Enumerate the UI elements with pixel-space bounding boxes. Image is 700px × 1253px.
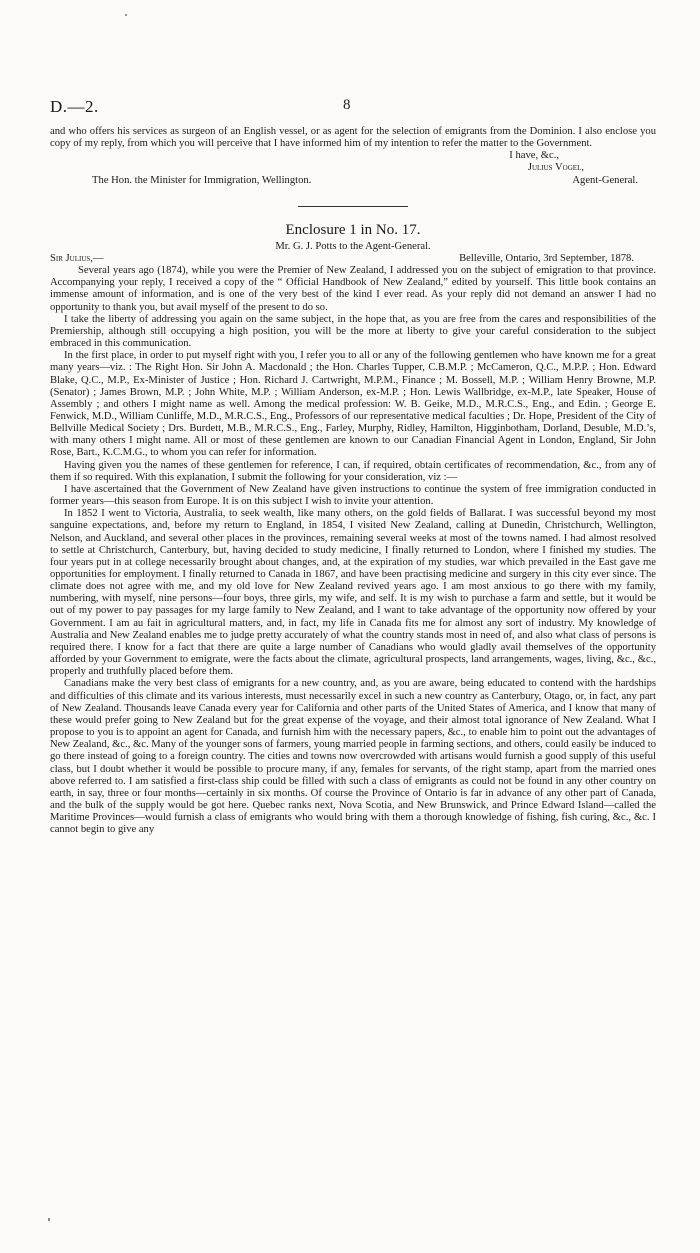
page-speck bbox=[125, 14, 127, 16]
letter-opening bbox=[50, 253, 656, 265]
place-date: Belleville, Ontario, 3rd September, 1878. bbox=[459, 252, 634, 264]
letter-paragraph: I take the liberty of addressing you again on the same subject, in the hope that, as you are free from the cares and responsibilities of the Premiership, although still occupying a high position, you will be the more at liberty to give your careful consideration to the subject embraced in this communication. bbox=[50, 313, 656, 350]
page-header bbox=[50, 97, 656, 117]
letter-paragraph: In 1852 I went to Victoria, Australia, to seek wealth, like many others, on the gold fields of Ballarat. I was successful beyond my most sanguine expectations, and, before my return to England, in 1854, I visited New Zealand, calling at Dunedin, Christchurch, Wellington, Nelson, and Auckland, and several other places in the provinces, remaining several weeks at most of the towns named. I had almost resolved to settle at Christchurch, Canterbury, but, having decided to study medicine, I finally returned to London, where I finished my studies. The four years put in at college necessarily brought about changes, and, at the expiration of my studies, war which prevailed in the East gave me opportunities for employment. I finally returned to Canada in 1867, and have been practising medicine and surgery in this city ever since. The climate does not agree with me, and my old love for New Zealand revived years ago. I am most anxious to go there with my family, numbering, with myself, nine persons—four boys, three girls, my wife, and self. It is my wish to purchase a farm and settle, but it would be out of my power to pay passages for my large family to New Zealand, and I want to take advantage of the opportunity now offered by your Government. I am au fait in agricultural matters, and, in fact, my life in Canada fits me for almost any sort of industry. My knowledge of Australia and New Zealand enables me to judge pretty accurately of what the country stands most in need of, and also what class of persons is required there. I know for a fact that there are quite a large number of Canadians who would gladly avail themselves of the opportunity afforded by your Government to emigrate, were the facts about the climate, agricultural prospects, land arrangements, wages, living, &c., &c., properly and truthfully placed before them. bbox=[50, 508, 656, 678]
addressee: The Hon. the Minister for Immigration, Wellington. bbox=[92, 174, 312, 186]
closing-phrase: I have, &c., bbox=[509, 150, 559, 162]
page-number: 8 bbox=[343, 97, 351, 113]
letter-paragraph: Having given you the names of these gentlemen for reference, I can, if required, obtain certificates of recommendation, &c., from any of them if so required. With this explanation, I submit the following for your consideration, viz :— bbox=[50, 459, 656, 483]
salutation: Sir Julius,— bbox=[50, 252, 104, 264]
letter-paragraph: In the first place, in order to put myself right with you, I refer you to all or any of the following gentlemen who have known me for a great many years—viz. : The Right Hon. Sir John A. Macdonald ; the Hon. Charles Tupper, C.B.M.P. ; McCameron, Q.C., M.P.P. ; Hon. Edward Blake, Q.C., M.P., Ex-Minister of Justice ; Hon. Richard J. Cartwright, M.P.M., Finance ; M. Bossell, M.P. ; William Henry Browne, M.P. (Senator) ; James Brown, M.P. ; John White, M.P. ; William Anderson, ex-M.P. ; Hon. Lewis Wallbridge, ex-M.P., late Speaker, House of Assembly ; and others I might name as well. Among the medical profession: W. B. Geike, M.D., M.R.C.S., Eng., and Edin. ; George E. Fenwick, M.D., William Cunliffe, M.D., M.R.C.S., Eng., Professors of our representative medical faculties ; Dr. Hope, President of the City of Bellville Medical Society ; Drs. Burdett, M.B., M.R.C.S., Eng., Farley, Murphy, Ridley, Hamilton, Higginbotham, Dorland, Desuble, M.D.’s, with many others I might name. All or most of these gentlemen are known to our Canadian Financial Agent in London, England, Sir John Rose, Bart., K.C.M.G., to whom you can refer for information. bbox=[50, 350, 656, 459]
letter-paragraph: Canadians make the very best class of emigrants for a new country, and, as you are aware, being educated to contend with the hardships and difficulties of this climate and its various interests, must necessarily excel in such a new country as Canterbury, Otago, or, in fact, any part of New Zealand. Thousands leave Canada every year for California and other parts of the United States of America, and I know that many of these would prefer going to New Zealand but for the great expense of the voyage, and their almost total ignorance of New Zealand. What I propose to you is to appoint an agent for Canada, and furnish him with the necessary papers, &c., to enable him to point out the advantages of New Zealand, &c., &c. Many of the younger sons of farmers, young married people in farming sections, and others, could easily be induced to go there instead of going to a foreign country. The cities and towns now overcrowded with artisans would furnish a good supply of this useful class, but I doubt whether it would be possible to procure many, if any, females for servants, of the right stamp, apart from the married ones above referred to. I am satisfied a first-class ship could be filled with such a class of emigrants as could not be found in any other country on earth, in say, three or four months—certainly in six months. Of course the Province of Ontario is far in advance of any other part of Canada, and the bulk of the supply would be got here. Quebec ranks next, Nova Scotia, and New Brunswick, and Prince Edward Island—called the Maritime Provinces—would furnish a class of emigrants who would bring with them a thorough knowledge of fishing, fish curing, &c., &c. I cannot begin to give any bbox=[50, 678, 656, 836]
enclosure-heading: Enclosure 1 in No. 17. bbox=[285, 221, 421, 238]
page-speck bbox=[48, 1218, 50, 1221]
section-divider bbox=[298, 206, 408, 207]
signer-title: Agent-General. bbox=[572, 174, 638, 186]
letter-paragraph: Several years ago (1874), while you were the Premier of New Zealand, I addressed you on the subject of emigration to that province. Accompanying your reply, I received a copy of the “ Official Handbook of New Zealand,” edited by yourself. This little book contains an immense amount of information, and is one of the very best of the kind I ever read. As your reply did not demand an answer I had no opportunity to thank you, but avail myself of the present to do so. bbox=[50, 265, 656, 313]
document-body bbox=[50, 126, 656, 836]
document-reference: D.—2. bbox=[50, 97, 99, 116]
enclosure-subheading: Mr. G. J. Potts to the Agent-General. bbox=[275, 240, 431, 252]
intro-paragraph: and who offers his services as surgeon of an English vessel, or as agent for the selection of emigrants from the Dominion. I also enclose you copy of my reply, from which you will perceive that I have informed him of my intention to refer the matter to the Government. bbox=[50, 126, 656, 150]
closing-line bbox=[50, 175, 656, 187]
signer-name: Julius Vogel, bbox=[527, 162, 584, 174]
letter-paragraph: I have ascertained that the Government of New Zealand have given instructions to continue the system of free immigration conducted in former years—this season from Europe. It is on this subject I wish to invite your attention. bbox=[50, 483, 656, 508]
